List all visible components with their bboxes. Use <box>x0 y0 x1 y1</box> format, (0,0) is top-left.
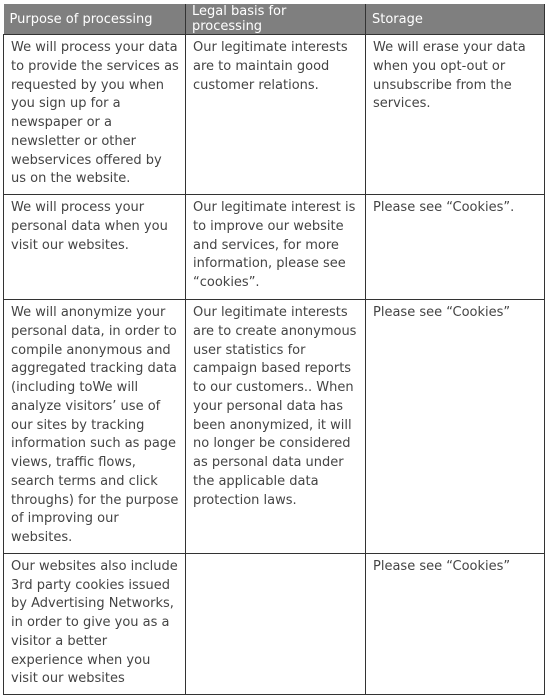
cell-legal-basis <box>186 553 366 694</box>
cell-purpose: We will anonymize your personal data, in order to compile anonymous and aggregated tracking data (including toWe will analyze visitors’ use of our sites by tracking information such as page views, traffic flows, search terms and click throughs) for the purpose of improving our websites. <box>4 300 186 554</box>
cell-legal-basis: Our legitimate interest is to improve our website and services, for more information, please see “cookies”. <box>186 195 366 300</box>
table-header <box>4 4 545 35</box>
header-row <box>4 4 545 35</box>
cell-storage: Please see “Cookies” <box>366 553 545 694</box>
header-purpose: Purpose of processing <box>4 4 186 35</box>
header-storage: Storage <box>366 4 545 35</box>
cell-storage: Please see “Cookies”. <box>366 195 545 300</box>
cell-purpose: We will process your personal data when you visit our websites. <box>4 195 186 300</box>
table-row <box>4 553 545 694</box>
cell-storage: We will erase your data when you opt-out or unsubscribe from the services. <box>366 35 545 195</box>
cell-purpose: Our websites also include 3rd party cookies issued by Advertising Networks, in order to give you as a visitor a better experience when you visit our websites <box>4 553 186 694</box>
header-legal-basis: Legal basis for processing <box>186 4 366 35</box>
processing-table <box>3 4 545 695</box>
table-body <box>4 35 545 695</box>
cell-purpose: We will process your data to provide the services as requested by you when you sign up for a newspaper or a newsletter or other webservices offered by us on the website. <box>4 35 186 195</box>
table-row <box>4 300 545 554</box>
cell-legal-basis: Our legitimate interests are to create anonymous user statistics for campaign based reports to our customers.. When your personal data has been anonymized, it will no longer be considered as personal data under the applicable data protection laws. <box>186 300 366 554</box>
table-row <box>4 35 545 195</box>
cell-legal-basis: Our legitimate interests are to maintain good customer relations. <box>186 35 366 195</box>
cell-storage: Please see “Cookies” <box>366 300 545 554</box>
table-row <box>4 195 545 300</box>
